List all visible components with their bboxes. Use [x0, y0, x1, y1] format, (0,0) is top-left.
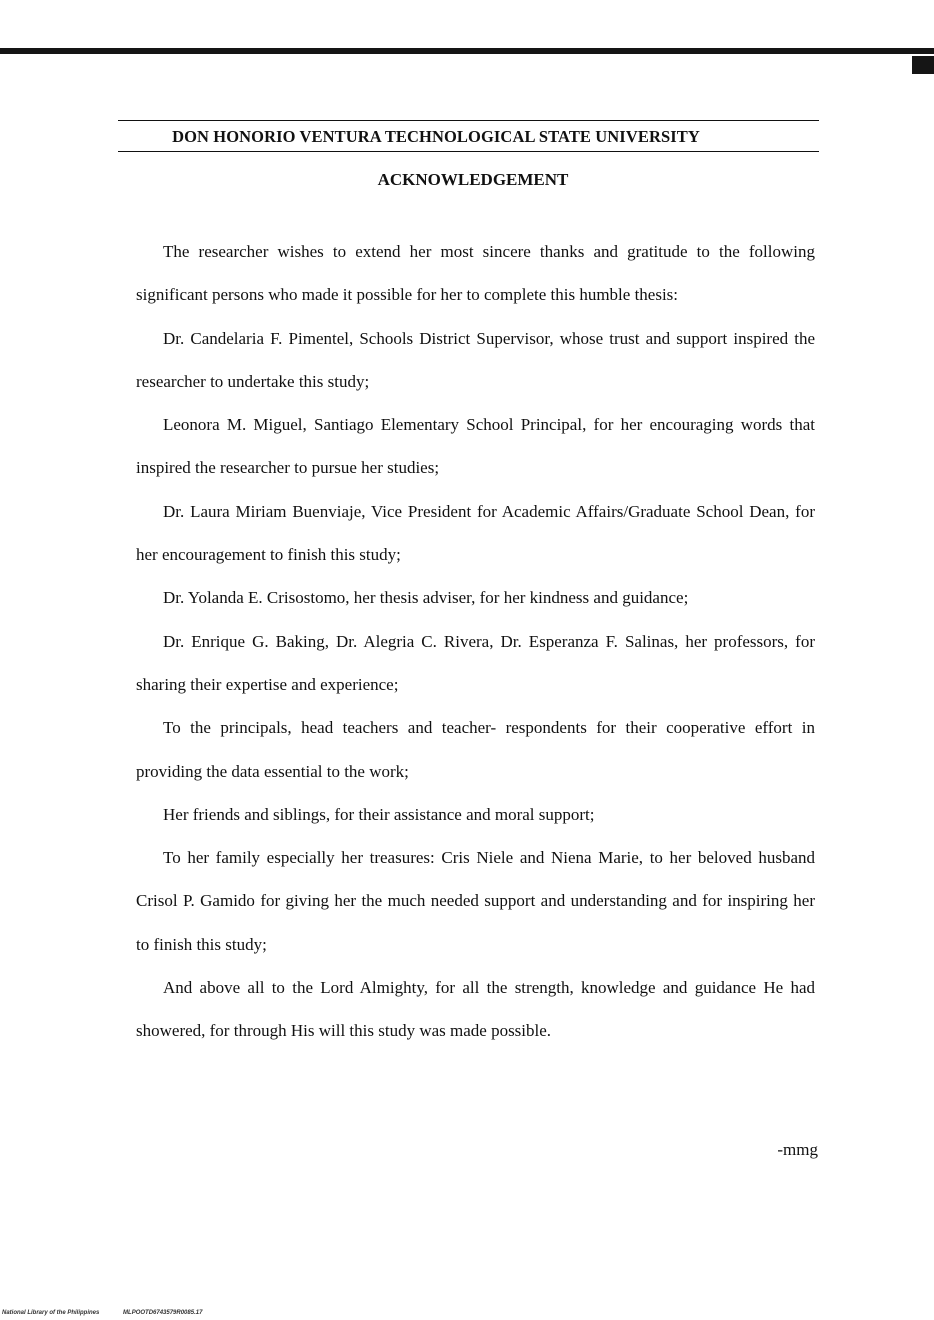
paragraph-respondents: To the principals, head teachers and teacher- respondents for their cooperative effort in providing the data essential to the work; — [136, 718, 815, 781]
footer-document-code: MLPOOTD6743579R0085.17 — [123, 1310, 203, 1316]
library-footer-stamp — [2, 1310, 224, 1316]
page-title: ACKNOWLEDGEMENT — [377, 170, 569, 189]
paragraph-school-principal: Leonora M. Miguel, Santiago Elementary School Principal, for her encouraging words that inspired the researcher to pursue her studies; — [136, 415, 815, 478]
paragraph-district-supervisor: Dr. Candelaria F. Pimentel, Schools District Supervisor, whose trust and support inspired the researcher to undertake this study; — [136, 328, 815, 391]
header-rule-bottom — [118, 151, 819, 152]
paragraph-lord-almighty: And above all to the Lord Almighty, for all the strength, knowledge and guidance He had showered, for through His will this study was made possible. — [136, 978, 815, 1041]
footer-library-name: National Library of the Philippines — [2, 1310, 100, 1316]
author-initials: -mmg — [777, 1140, 818, 1159]
paragraph-intro: The researcher wishes to extend her most sincere thanks and gratitude to the following significant persons who made it possible for her to complete this humble thesis: — [136, 242, 815, 305]
paragraph-thesis-adviser: Dr. Yolanda E. Crisostomo, her thesis adviser, for her kindness and guidance; — [163, 588, 689, 608]
acknowledgement-body — [136, 230, 815, 1053]
header-rule-top — [118, 120, 819, 121]
paragraph-family: To her family especially her treasures: Cris Niele and Niena Marie, to her beloved husband Crisol P. Gamido for giving her the much needed support and understanding and for inspiring her to finish this study; — [136, 848, 815, 954]
scan-border-top — [0, 48, 934, 54]
paragraph-vice-president: Dr. Laura Miriam Buenviaje, Vice President for Academic Affairs/Graduate School Dean, for her encouragement to finish this study; — [136, 501, 815, 565]
paragraph-friends-siblings: Her friends and siblings, for their assistance and moral support; — [163, 804, 595, 824]
university-name: DON HONORIO VENTURA TECHNOLOGICAL STATE UNIVERSITY — [172, 127, 700, 146]
paragraph-professors: Dr. Enrique G. Baking, Dr. Alegria C. Rivera, Dr. Esperanza F. Salinas, her professors, for sharing their expertise and experience; — [136, 631, 815, 694]
scan-corner-mark — [912, 56, 934, 74]
